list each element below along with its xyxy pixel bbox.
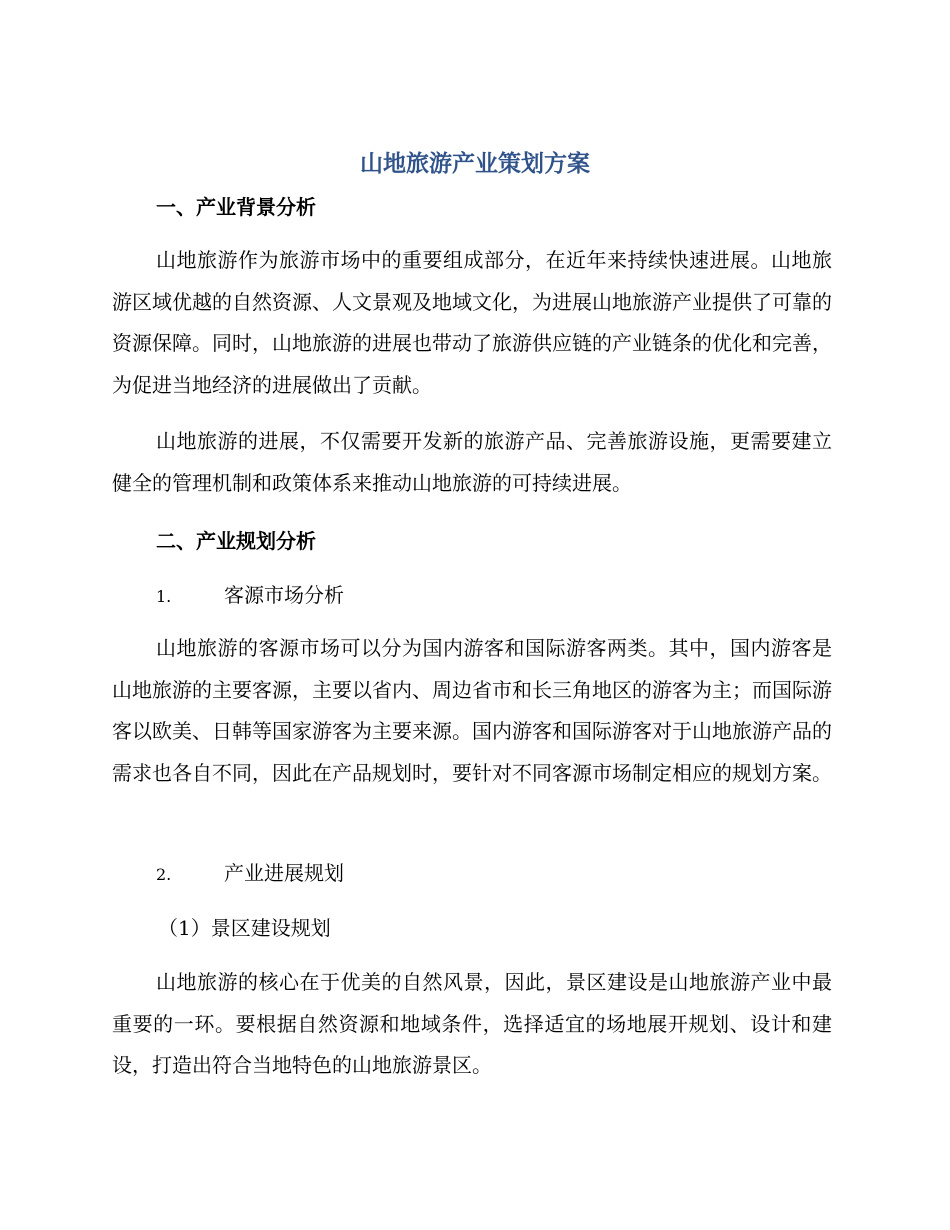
item-number: 2. <box>156 865 172 884</box>
section-heading-planning: 二、产业规划分析 <box>156 529 316 553</box>
paragraph-background-1: 山地旅游作为旅游市场中的重要组成部分，在近年来持续快速进展。山地旅游区域优越的自然资源、人文景观及地域文化，为进展山地旅游产业提供了可靠的资源保障。同时，山地旅游的进展也带动了旅游供应链的产业链条的优化和完善，为促进当地经济的进展做出了贡献。 <box>112 248 832 397</box>
section-heading-background: 一、产业背景分析 <box>156 195 316 219</box>
paragraph-scenic-area: 山地旅游的核心在于优美的自然风景，因此，景区建设是山地旅游产业中最重要的一环。要根据自然资源和地域条件，选择适宜的场地展开规划、设计和建设，打造出符合当地特色的山地旅游景区。 <box>112 970 832 1077</box>
item-number: 1. <box>156 587 172 606</box>
numbered-item-development <box>156 859 344 889</box>
paragraph-market: 山地旅游的客源市场可以分为国内游客和国际游客两类。其中，国内游客是山地旅游的主要客源，主要以省内、周边省市和长三角地区的游客为主；而国际游客以欧美、日韩等国家游客为主要来源。国内游客和国际游客对于山地旅游产品的需求也各自不同，因此在产品规划时，要针对不同客源市场制定相应的规划方案。 <box>112 636 832 785</box>
document-title: 山地旅游产业策划方案 <box>360 151 590 177</box>
paragraph-background-2: 山地旅游的进展，不仅需要开发新的旅游产品、完善旅游设施，更需要建立健全的管理机制和政策体系来推动山地旅游的可持续进展。 <box>112 429 832 495</box>
numbered-item-market <box>156 581 344 611</box>
subitem-scenic-area: （1）景区建设规划 <box>158 916 331 940</box>
item-label: 客源市场分析 <box>224 583 344 607</box>
item-label: 产业进展规划 <box>224 861 344 885</box>
